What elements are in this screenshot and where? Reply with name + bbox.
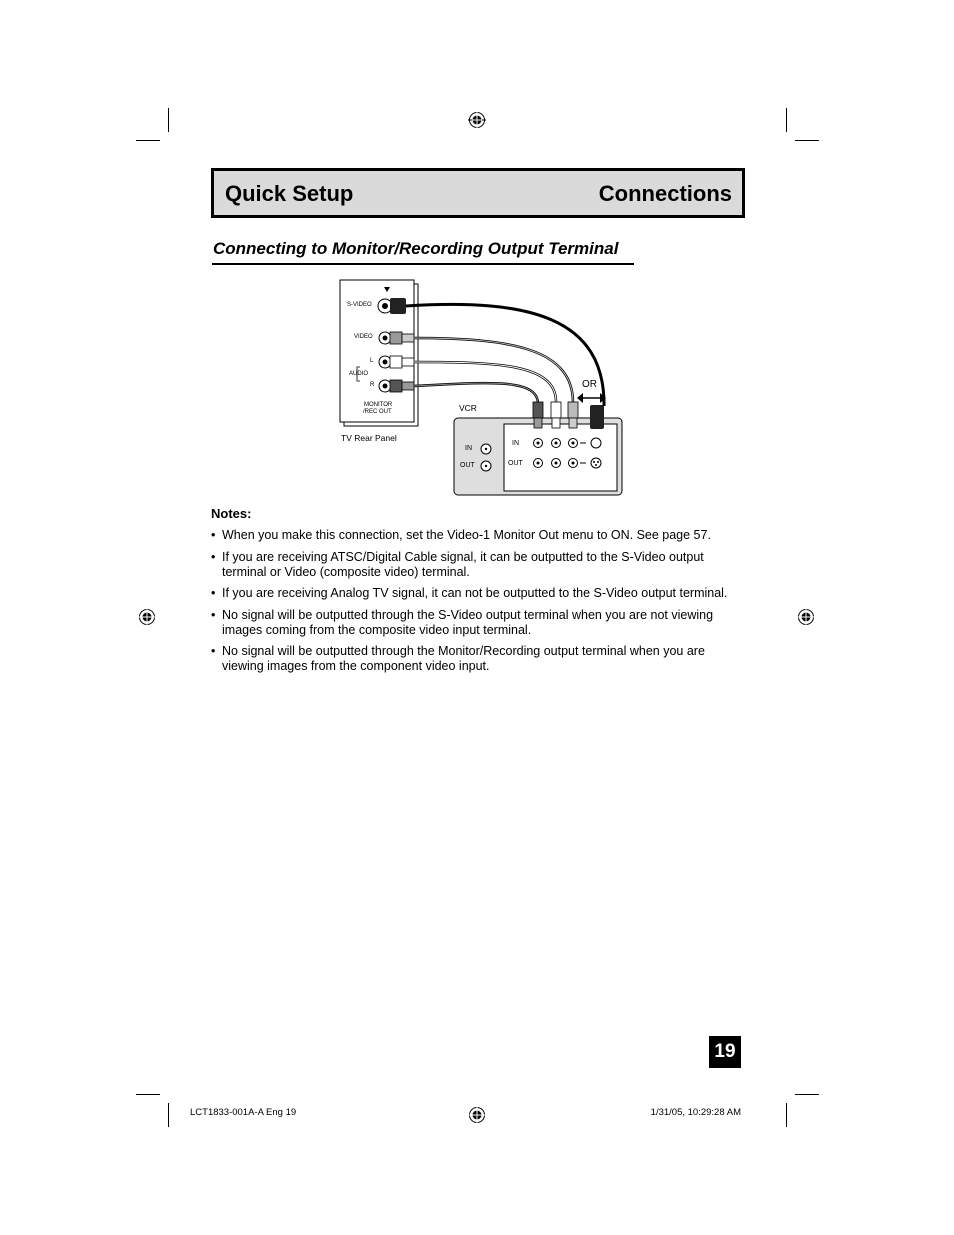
- note-item: • If you are receiving ATSC/Digital Cable signal, it can be outputted to the S-Video output terminal or Video (composite video) terminal.: [211, 550, 739, 580]
- vcr-jack-out-label: OUT: [508, 460, 523, 467]
- tv-audio-r-label: R: [370, 382, 375, 388]
- section-title: [212, 239, 634, 265]
- tv-rec-out-label: /REC OUT: [363, 409, 392, 415]
- crop-mark: [168, 1103, 169, 1127]
- or-label: OR: [582, 379, 597, 390]
- crop-mark: [795, 140, 819, 141]
- section-title-text: Connecting to Monitor/Recording Output Terminal: [213, 239, 619, 258]
- registration-mark-icon: [468, 1106, 486, 1124]
- notes-list: [211, 528, 739, 681]
- tv-video-label: VIDEO: [354, 334, 373, 340]
- footer-file-info: LCT1833-001A-A Eng 19: [190, 1107, 297, 1118]
- tv-audio-label: AUDIO: [349, 371, 369, 377]
- footer-timestamp: 1/31/05, 10:29:28 AM: [650, 1107, 741, 1118]
- crop-mark: [136, 140, 160, 141]
- registration-mark-icon: [468, 111, 486, 129]
- vcr-antenna-in-label: IN: [465, 445, 472, 452]
- tv-rear-panel-caption: TV Rear Panel: [341, 433, 397, 443]
- page-header: [211, 168, 745, 218]
- header-left-title: Quick Setup: [225, 181, 354, 206]
- header-right-title: Connections: [598, 181, 732, 206]
- crop-mark: [795, 1094, 819, 1095]
- note-item: • No signal will be outputted through the S-Video output terminal when you are not viewing images coming from the composite video input terminal.: [211, 608, 739, 638]
- note-item: • No signal will be outputted through the Monitor/Recording output terminal when you are viewing images from the component video input.: [211, 644, 739, 674]
- crop-mark: [786, 1103, 787, 1127]
- note-item: • When you make this connection, set the Video-1 Monitor Out menu to ON. See page 57.: [211, 528, 739, 543]
- crop-mark: [786, 108, 787, 132]
- connection-diagram: [330, 278, 630, 500]
- vcr-antenna-out-label: OUT: [460, 462, 475, 469]
- tv-monitor-label: MONITOR: [364, 402, 393, 408]
- notes-title: Notes:: [211, 506, 252, 521]
- registration-mark-icon: [797, 608, 815, 626]
- vcr-jack-in-label: IN: [512, 440, 519, 447]
- tv-audio-l-label: L: [370, 358, 374, 364]
- registration-mark-icon: [138, 608, 156, 626]
- note-item: • If you are receiving Analog TV signal, it can not be outputted to the S-Video output terminal.: [211, 586, 739, 601]
- vcr-label: VCR: [459, 403, 477, 413]
- crop-mark: [168, 108, 169, 132]
- crop-mark: [136, 1094, 160, 1095]
- tv-svideo-label: S-VIDEO: [347, 302, 372, 308]
- page-number: 19: [709, 1036, 741, 1068]
